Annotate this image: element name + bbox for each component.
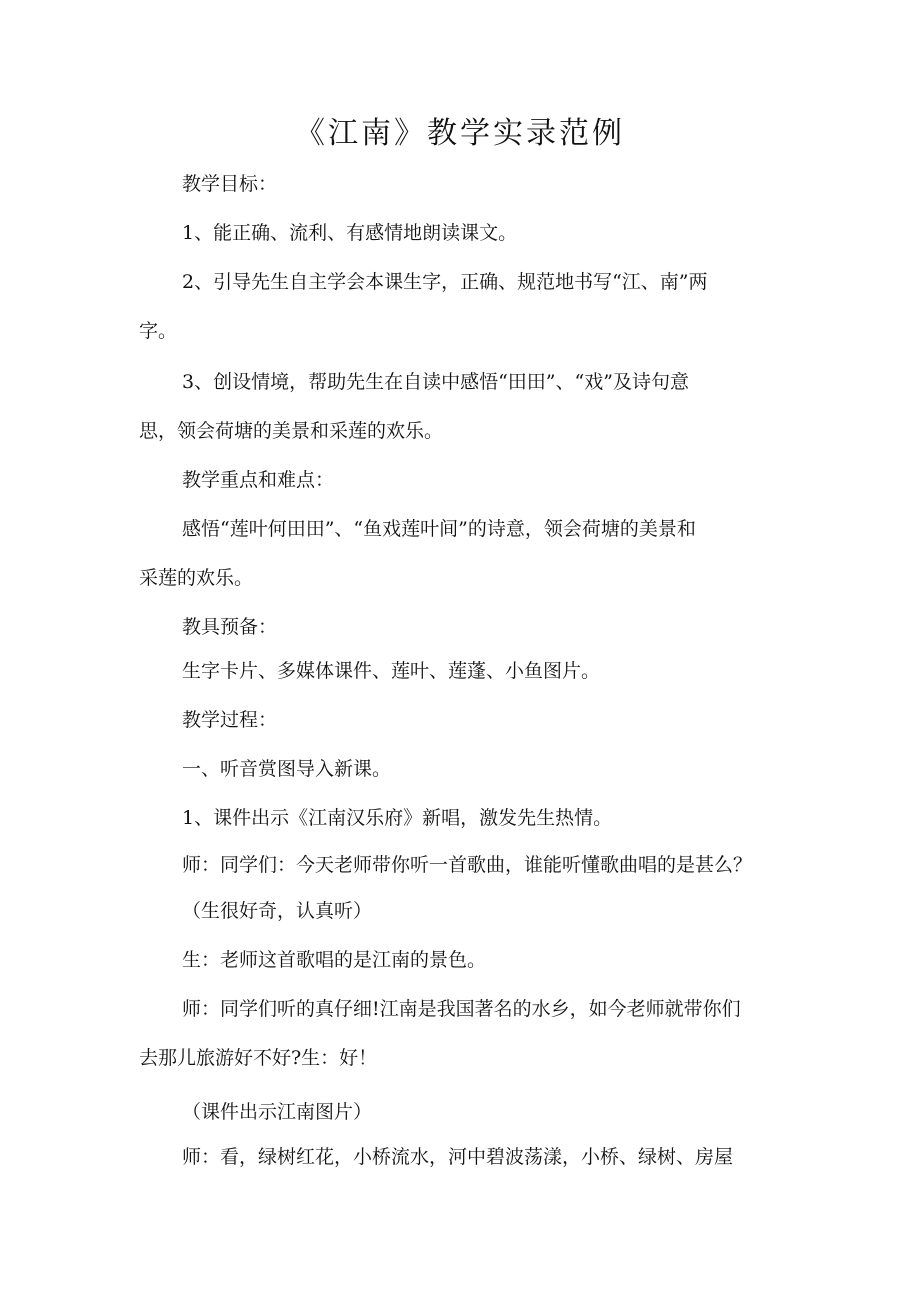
objective-2-line-1: 2、引导先生自主学会本课生字，正确、规范地书写“江、南”两 [182,271,708,293]
dialogue-teacher-2-line-1: 师：同学们听的真仔细!江南是我国著名的水乡，如今老师就带你们 [182,998,741,1020]
objective-3-line-2: 思，领会荷塘的美景和采莲的欢乐。 [139,420,444,442]
process-item-1: 1、课件出示《江南汉乐府》新唱，激发先生热情。 [182,807,613,829]
key-points-line-1: 感悟“莲叶何田田”、“鱼戏莲叶间”的诗意，领会荷塘的美景和 [182,518,696,540]
process-step-1: 一、听音赏图导入新课。 [182,758,392,780]
section-heading-materials: 教具预备： [182,616,278,638]
dialogue-teacher-2-line-2: 去那儿旅游好不好?生：好！ [139,1047,378,1069]
objective-3-line-1: 3、创设情境，帮助先生在自读中感悟“田田”、“戏”及诗句意 [182,371,689,393]
section-heading-objectives: 教学目标： [182,173,278,195]
key-points-line-2: 采莲的欢乐。 [139,567,254,589]
section-heading-key-points: 教学重点和难点： [182,469,335,491]
dialogue-teacher-3: 师：看，绿树红花，小桥流水，河中碧波荡漾，小桥、绿树、房屋 [182,1146,734,1168]
materials-list: 生字卡片、多媒体课件、莲叶、莲蓬、小鱼图片。 [182,660,601,682]
document-title: 《江南》教学实录范例 [295,116,625,151]
dialogue-teacher-1: 师：同学们：今天老师带你听一首歌曲，谁能听懂歌曲唱的是甚么？ [182,854,753,876]
dialogue-student-1: 生：老师这首歌唱的是江南的景色。 [182,949,487,971]
stage-note-2: （课件出示江南图片） [182,1101,373,1123]
section-heading-process: 教学过程： [182,709,278,731]
objective-2-line-2: 字。 [139,320,178,342]
objective-1: 1、能正确、流利、有感情地朗读课文。 [182,222,518,244]
stage-note-1: （生很好奇，认真听） [182,900,373,922]
